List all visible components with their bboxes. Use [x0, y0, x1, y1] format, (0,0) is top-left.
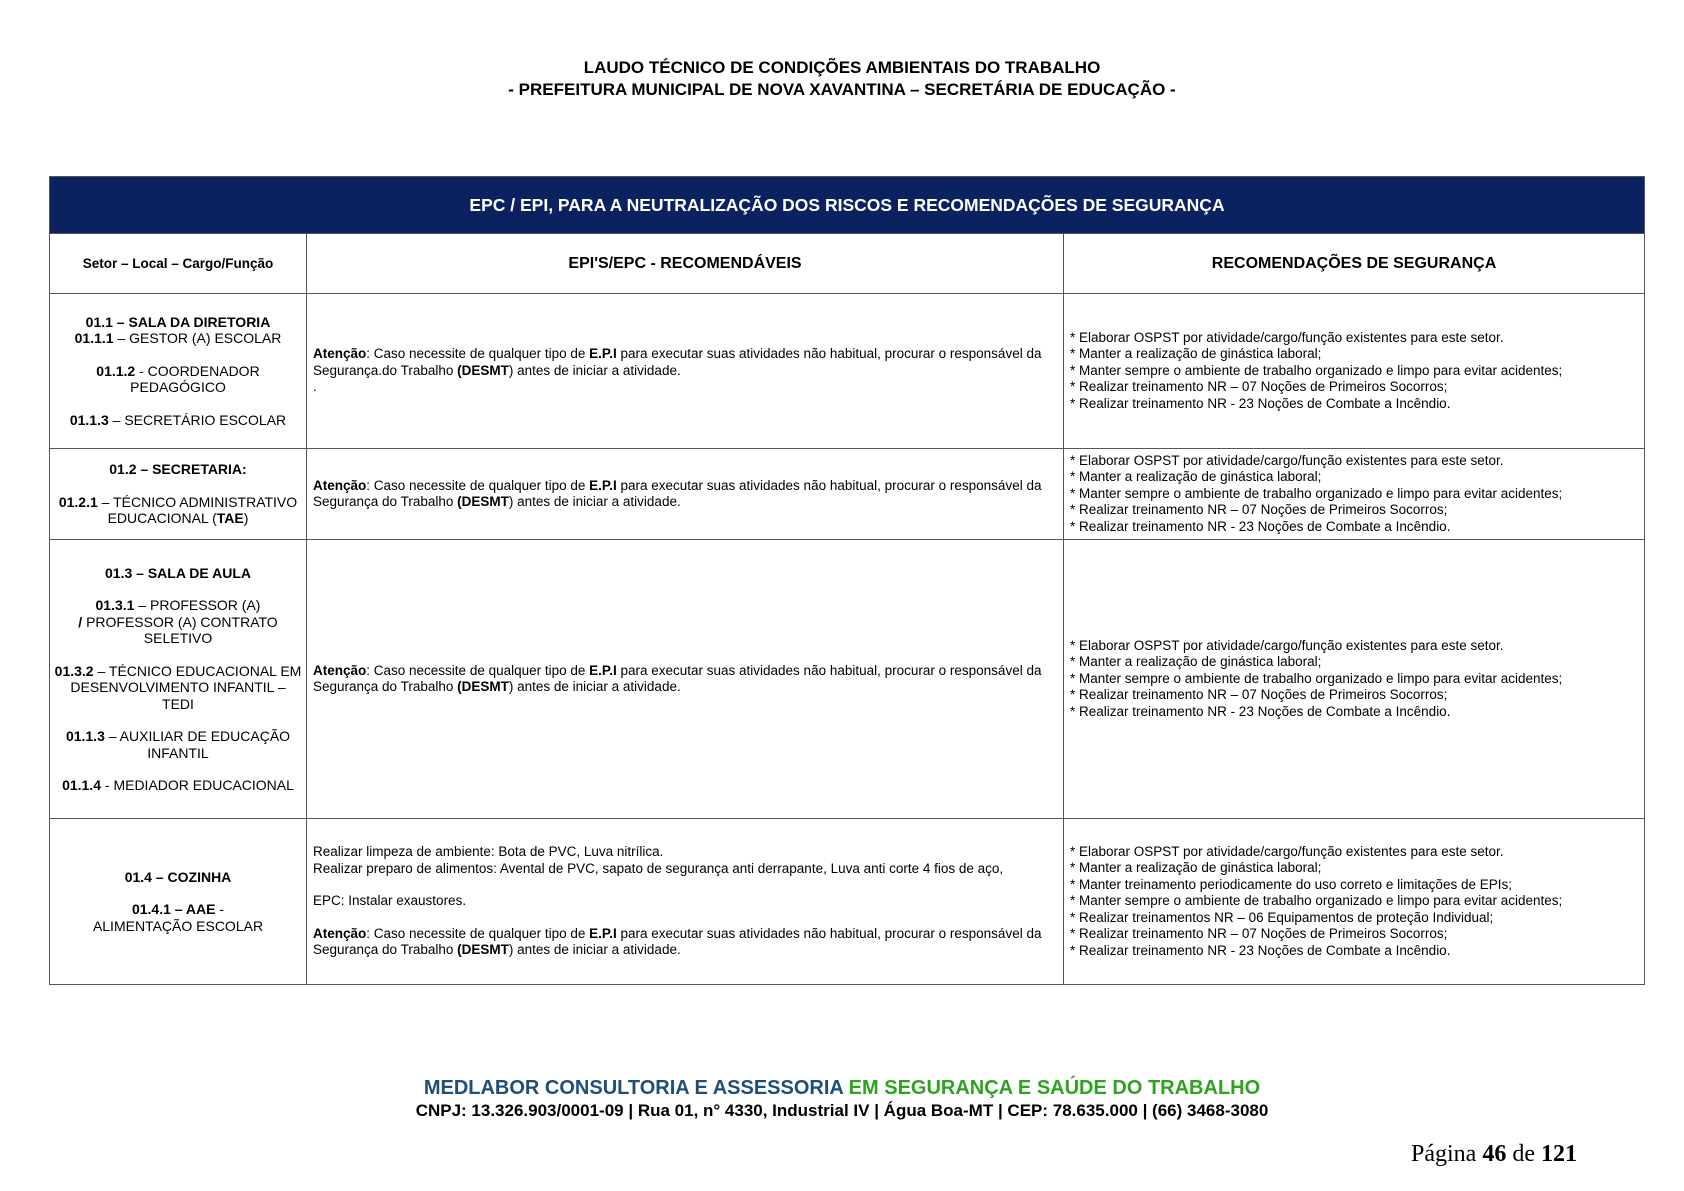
table-title: EPC / EPI, PARA A NEUTRALIZAÇÃO DOS RISCOS E RECOMENDAÇÕES DE SEGURANÇA	[50, 177, 1645, 234]
table-row	[50, 819, 1645, 985]
recommendations-cell	[1064, 540, 1645, 819]
recommendation-item: * Elaborar OSPST por atividade/cargo/função existentes para este setor.	[1070, 329, 1504, 345]
page-number: Página 46 de 121	[1411, 1141, 1577, 1167]
document-header	[0, 57, 1684, 101]
epi-cell	[307, 819, 1064, 985]
role-code: 01.1.3	[65, 728, 105, 744]
role-name: – TÉCNICO ADMINISTRATIVO EDUCACIONAL (	[97, 493, 298, 527]
sector-cell	[50, 294, 307, 449]
recommendation-item: * Manter a realização de ginástica laboral;	[1070, 346, 1322, 362]
role-name: – TÉCNICO EDUCACIONAL EM DESENVOLVIMENTO INFANTIL – TEDI	[70, 662, 302, 712]
recommendations-cell	[1064, 449, 1645, 540]
epc-recommendation: EPC: Instalar exaustores.	[313, 893, 467, 909]
recommendation-item: * Realizar treinamento NR - 23 Noções de Combate a Incêndio.	[1070, 942, 1451, 958]
recommendation-item: * Manter sempre o ambiente de trabalho organizado e limpo para evitar acidentes;	[1070, 670, 1563, 686]
role-code: 01.1.3	[69, 411, 109, 428]
recommendation-item: * Elaborar OSPST por atividade/cargo/função existentes para este setor.	[1070, 843, 1504, 859]
role-name: PROFESSOR (A) CONTRATO SELETIVO	[82, 613, 278, 646]
column-header-recommendations: RECOMENDAÇÕES DE SEGURANÇA	[1064, 234, 1645, 294]
table-row	[50, 294, 1645, 449]
column-header-sector: Setor – Local – Cargo/Função	[50, 234, 307, 294]
company-name: MEDLABOR CONSULTORIA E ASSESSORIA EM SEGURANÇA E SAÚDE DO TRABALHO	[423, 1077, 1261, 1099]
epi-recommendation: Realizar preparo de alimentos: Avental de PVC, sapato de segurança anti derrapante, Luva anti corte 4 fios de aço,	[313, 860, 1004, 876]
role-name: – AUXILIAR DE EDUCAÇÃO INFANTIL	[104, 728, 291, 761]
role-code: 01.4.1 – AAE	[131, 901, 216, 918]
role-code: 01.1.2	[96, 362, 136, 379]
recommendation-item: * Realizar treinamentos NR – 06 Equipamentos de proteção Individual;	[1070, 909, 1494, 925]
recommendations-cell	[1064, 819, 1645, 985]
role-name: – GESTOR (A) ESCOLAR	[113, 330, 282, 347]
role-code: 01.3.2	[54, 662, 94, 679]
recommendation-item: * Elaborar OSPST por atividade/cargo/função existentes para este setor.	[1070, 637, 1504, 653]
epi-cell	[307, 449, 1064, 540]
recommendation-item: * Realizar treinamento NR - 23 Noções de Combate a Incêndio.	[1070, 395, 1451, 411]
role-code: 01.1.4	[62, 777, 101, 793]
role-name: ALIMENTAÇÃO ESCOLAR	[92, 917, 264, 934]
column-header-epi: EPI'S/EPC - RECOMENDÁVEIS	[307, 234, 1064, 294]
sector-title: 01.3 – SALA DE AULA	[105, 564, 251, 581]
table-header-row	[50, 234, 1645, 294]
role-name: - MEDIADOR EDUCACIONAL	[101, 777, 294, 793]
recommendation-item: * Elaborar OSPST por atividade/cargo/função existentes para este setor.	[1070, 452, 1504, 468]
recommendations-cell	[1064, 294, 1645, 449]
recommendation-item: * Realizar treinamento NR – 07 Noções de Primeiros Socorros;	[1070, 687, 1448, 703]
recommendation-item: * Realizar treinamento NR – 07 Noções de Primeiros Socorros;	[1070, 926, 1448, 942]
company-address: CNPJ: 13.326.903/0001-09 | Rua 01, n° 4330, Industrial IV | Água Boa-MT | CEP: 78.635.000 | (66) 3468-3080	[415, 1101, 1269, 1120]
recommendation-item: * Manter a realização de ginástica laboral;	[1070, 469, 1322, 485]
table-title-row	[50, 177, 1645, 234]
role-name: – PROFESSOR (A)	[134, 597, 261, 613]
attention-note: Atenção: Caso necessite de qualquer tipo de E.P.I para executar suas atividades não habitual, procurar o responsável da Segurança do Trabalho (DESMT) antes de iniciar a atividade.	[313, 925, 1042, 958]
table-row	[50, 449, 1645, 540]
attention-note: Atenção: Caso necessite de qualquer tipo de E.P.I para executar suas atividades não habitual, procurar o responsável da Segurança.do Trabalho (DESMT) antes de iniciar a atividade.	[313, 346, 1042, 378]
document-footer	[0, 1076, 1684, 1122]
sector-cell: 01.2 – SECRETARIA: 01.2.1 – TÉCNICO ADMINISTRATIVO EDUCACIONAL (TAE)	[50, 449, 307, 540]
header-subtitle: - PREFEITURA MUNICIPAL DE NOVA XAVANTINA – SECRETÁRIA DE EDUCAÇÃO -	[508, 80, 1176, 99]
epi-cell	[307, 294, 1064, 449]
recommendation-item: * Manter treinamento periodicamente do uso correto e limitações de EPIs;	[1070, 876, 1512, 892]
header-title: LAUDO TÉCNICO DE CONDIÇÕES AMBIENTAIS DO TRABALHO	[583, 58, 1101, 77]
recommendation-item: * Manter sempre o ambiente de trabalho organizado e limpo para evitar acidentes;	[1070, 893, 1563, 909]
recommendation-item: * Realizar treinamento NR – 07 Noções de Primeiros Socorros;	[1070, 379, 1448, 395]
recommendation-item: * Realizar treinamento NR - 23 Noções de Combate a Incêndio.	[1070, 518, 1451, 534]
role-name: - COORDENADOR PEDAGÓGICO	[130, 362, 260, 396]
role-name: – SECRETÁRIO ESCOLAR	[108, 411, 287, 428]
epi-recommendation: Realizar limpeza de ambiente: Bota de PVC, Luva nitrílica.	[313, 844, 664, 860]
sector-cell: 01.3 – SALA DE AULA 01.3.1 – PROFESSOR (A) / PROFESSOR (A) CONTRATO SELETIVO 01.3.2 – TÉCNICO EDUCACIONAL EM DESENVOLVIMENTO INFANTIL – TEDI 01.1.3 – AUXILIAR DE EDUCAÇÃO INFANTIL 01.1.4 - MEDIADOR EDUCACIONAL	[50, 540, 307, 819]
recommendation-item: * Manter a realização de ginástica laboral;	[1070, 860, 1322, 876]
recommendation-item: * Realizar treinamento NR - 23 Noções de Combate a Incêndio.	[1070, 703, 1451, 719]
recommendation-item: * Manter sempre o ambiente de trabalho organizado e limpo para evitar acidentes;	[1070, 362, 1563, 378]
attention-note: Atenção: Caso necessite de qualquer tipo de E.P.I para executar suas atividades não habitual, procurar o responsável da Segurança do Trabalho (DESMT) antes de iniciar a atividade.	[313, 662, 1042, 694]
role-code: 01.3.1	[95, 597, 135, 613]
recommendation-item: * Realizar treinamento NR – 07 Noções de Primeiros Socorros;	[1070, 502, 1448, 518]
trailing-dot: .	[313, 379, 317, 395]
sector-title: 01.4 – COZINHA	[124, 868, 232, 885]
role-code: 01.2.1	[58, 493, 98, 510]
attention-note: Atenção: Caso necessite de qualquer tipo de E.P.I para executar suas atividades não habitual, procurar o responsável da Segurança do Trabalho (DESMT) antes de iniciar a atividade.	[313, 477, 1042, 509]
table-row	[50, 540, 1645, 819]
role-code: 01.1.1	[74, 330, 114, 347]
epi-epc-table	[49, 176, 1645, 985]
sector-title: 01.1 – SALA DA DIRETORIA	[85, 313, 271, 330]
sector-cell: 01.4 – COZINHA 01.4.1 – AAE - ALIMENTAÇÃO ESCOLAR	[50, 819, 307, 985]
epi-cell	[307, 540, 1064, 819]
recommendation-item: * Manter a realização de ginástica laboral;	[1070, 654, 1322, 670]
sector-title: 01.2 – SECRETARIA:	[109, 461, 247, 478]
recommendation-item: * Manter sempre o ambiente de trabalho organizado e limpo para evitar acidentes;	[1070, 485, 1563, 501]
